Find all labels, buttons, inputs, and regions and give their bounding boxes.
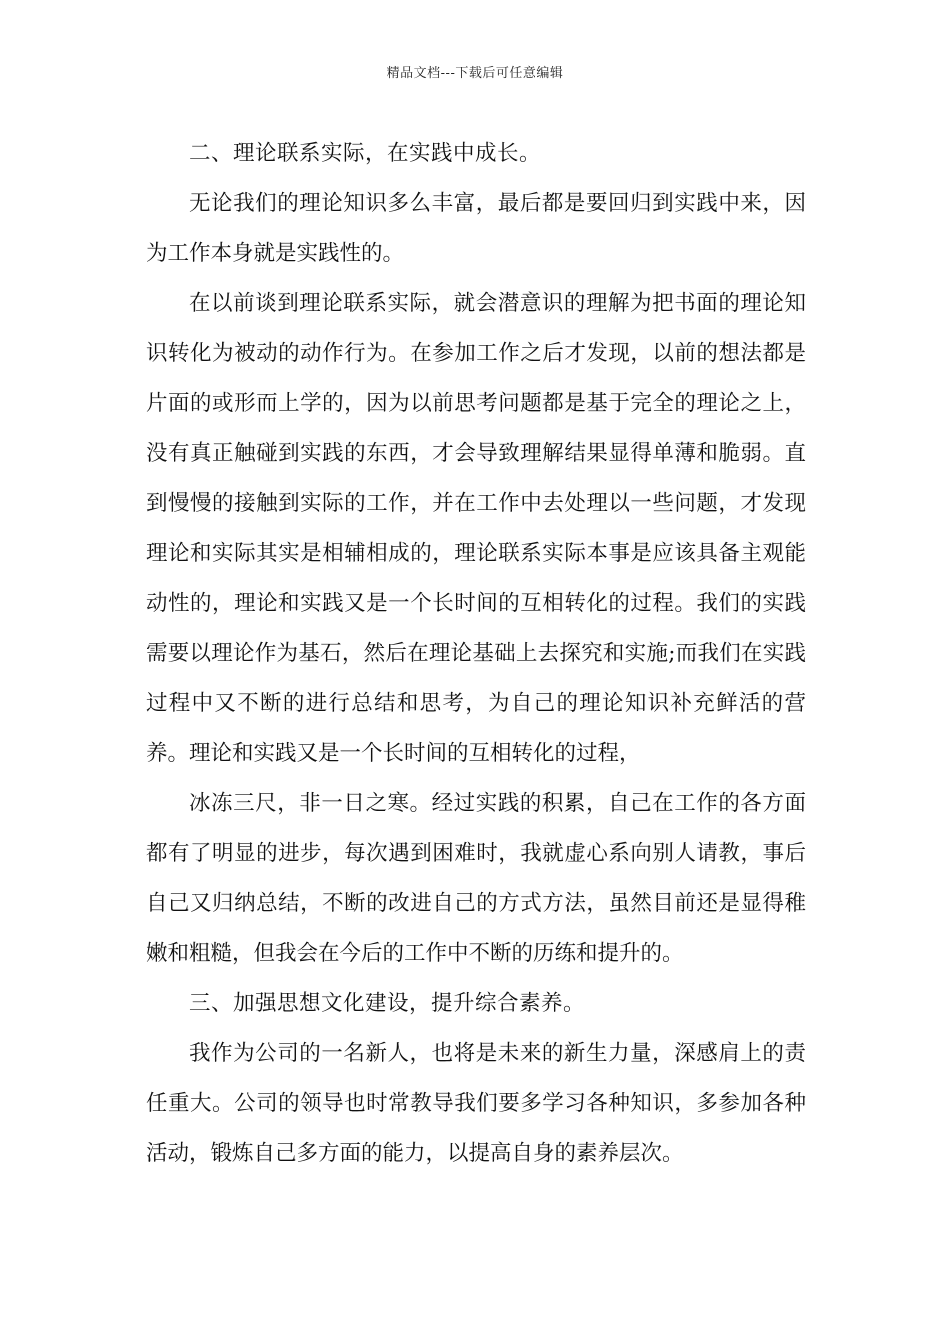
paragraph: 无论我们的理论知识多么丰富，最后都是要回归到实践中来，因为工作本身就是实践性的。 [146, 191, 806, 266]
section-heading-2: 二、理论联系实际，在实践中成长。 [189, 141, 542, 166]
paragraph: 在以前谈到理论联系实际，就会潜意识的理解为把书面的理论知识转化为被动的动作行为。在参加工作之后才发现，以前的想法都是片面的或形而上学的，因为以前思考问题都是基于完全的理论之上，没有真正触碰到实践的东西，才会导致理解结果显得单薄和脆弱。直到慢慢的接触到实际的工作，并在工作中去处理以一些问题，才发现理论和实际其实是相辅相成的，理论联系实际本事是应该具备主观能动性的，理论和实践又是一个长时间的互相转化的过程。我们的实践需要以理论作为基石，然后在理论基础上去探究和实施;而我们在实践过程中又不断的进行总结和思考，为自己的理论知识补充鲜活的营养。理论和实践又是一个长时间的互相转化的过程， [146, 291, 806, 766]
paragraph: 冰冻三尺，非一日之寒。经过实践的积累，自己在工作的各方面都有了明显的进步，每次遇到困难时，我就虚心系向别人请教，事后自己又归纳总结，不断的改进自己的方式方法，虽然目前还是显得稚嫩和粗糙，但我会在今后的工作中不断的历练和提升的。 [146, 791, 806, 966]
paragraph: 我作为公司的一名新人，也将是未来的新生力量，深感肩上的责任重大。公司的领导也时常教导我们要多学习各种知识，多参加各种活动，锻炼自己多方面的能力，以提高自身的素养层次。 [146, 1041, 806, 1166]
document-body [146, 129, 806, 1179]
section-heading-3: 三、加强思想文化建设，提升综合素养。 [189, 991, 586, 1016]
page-header: 精品文档---下载后可任意编辑 [386, 66, 564, 81]
